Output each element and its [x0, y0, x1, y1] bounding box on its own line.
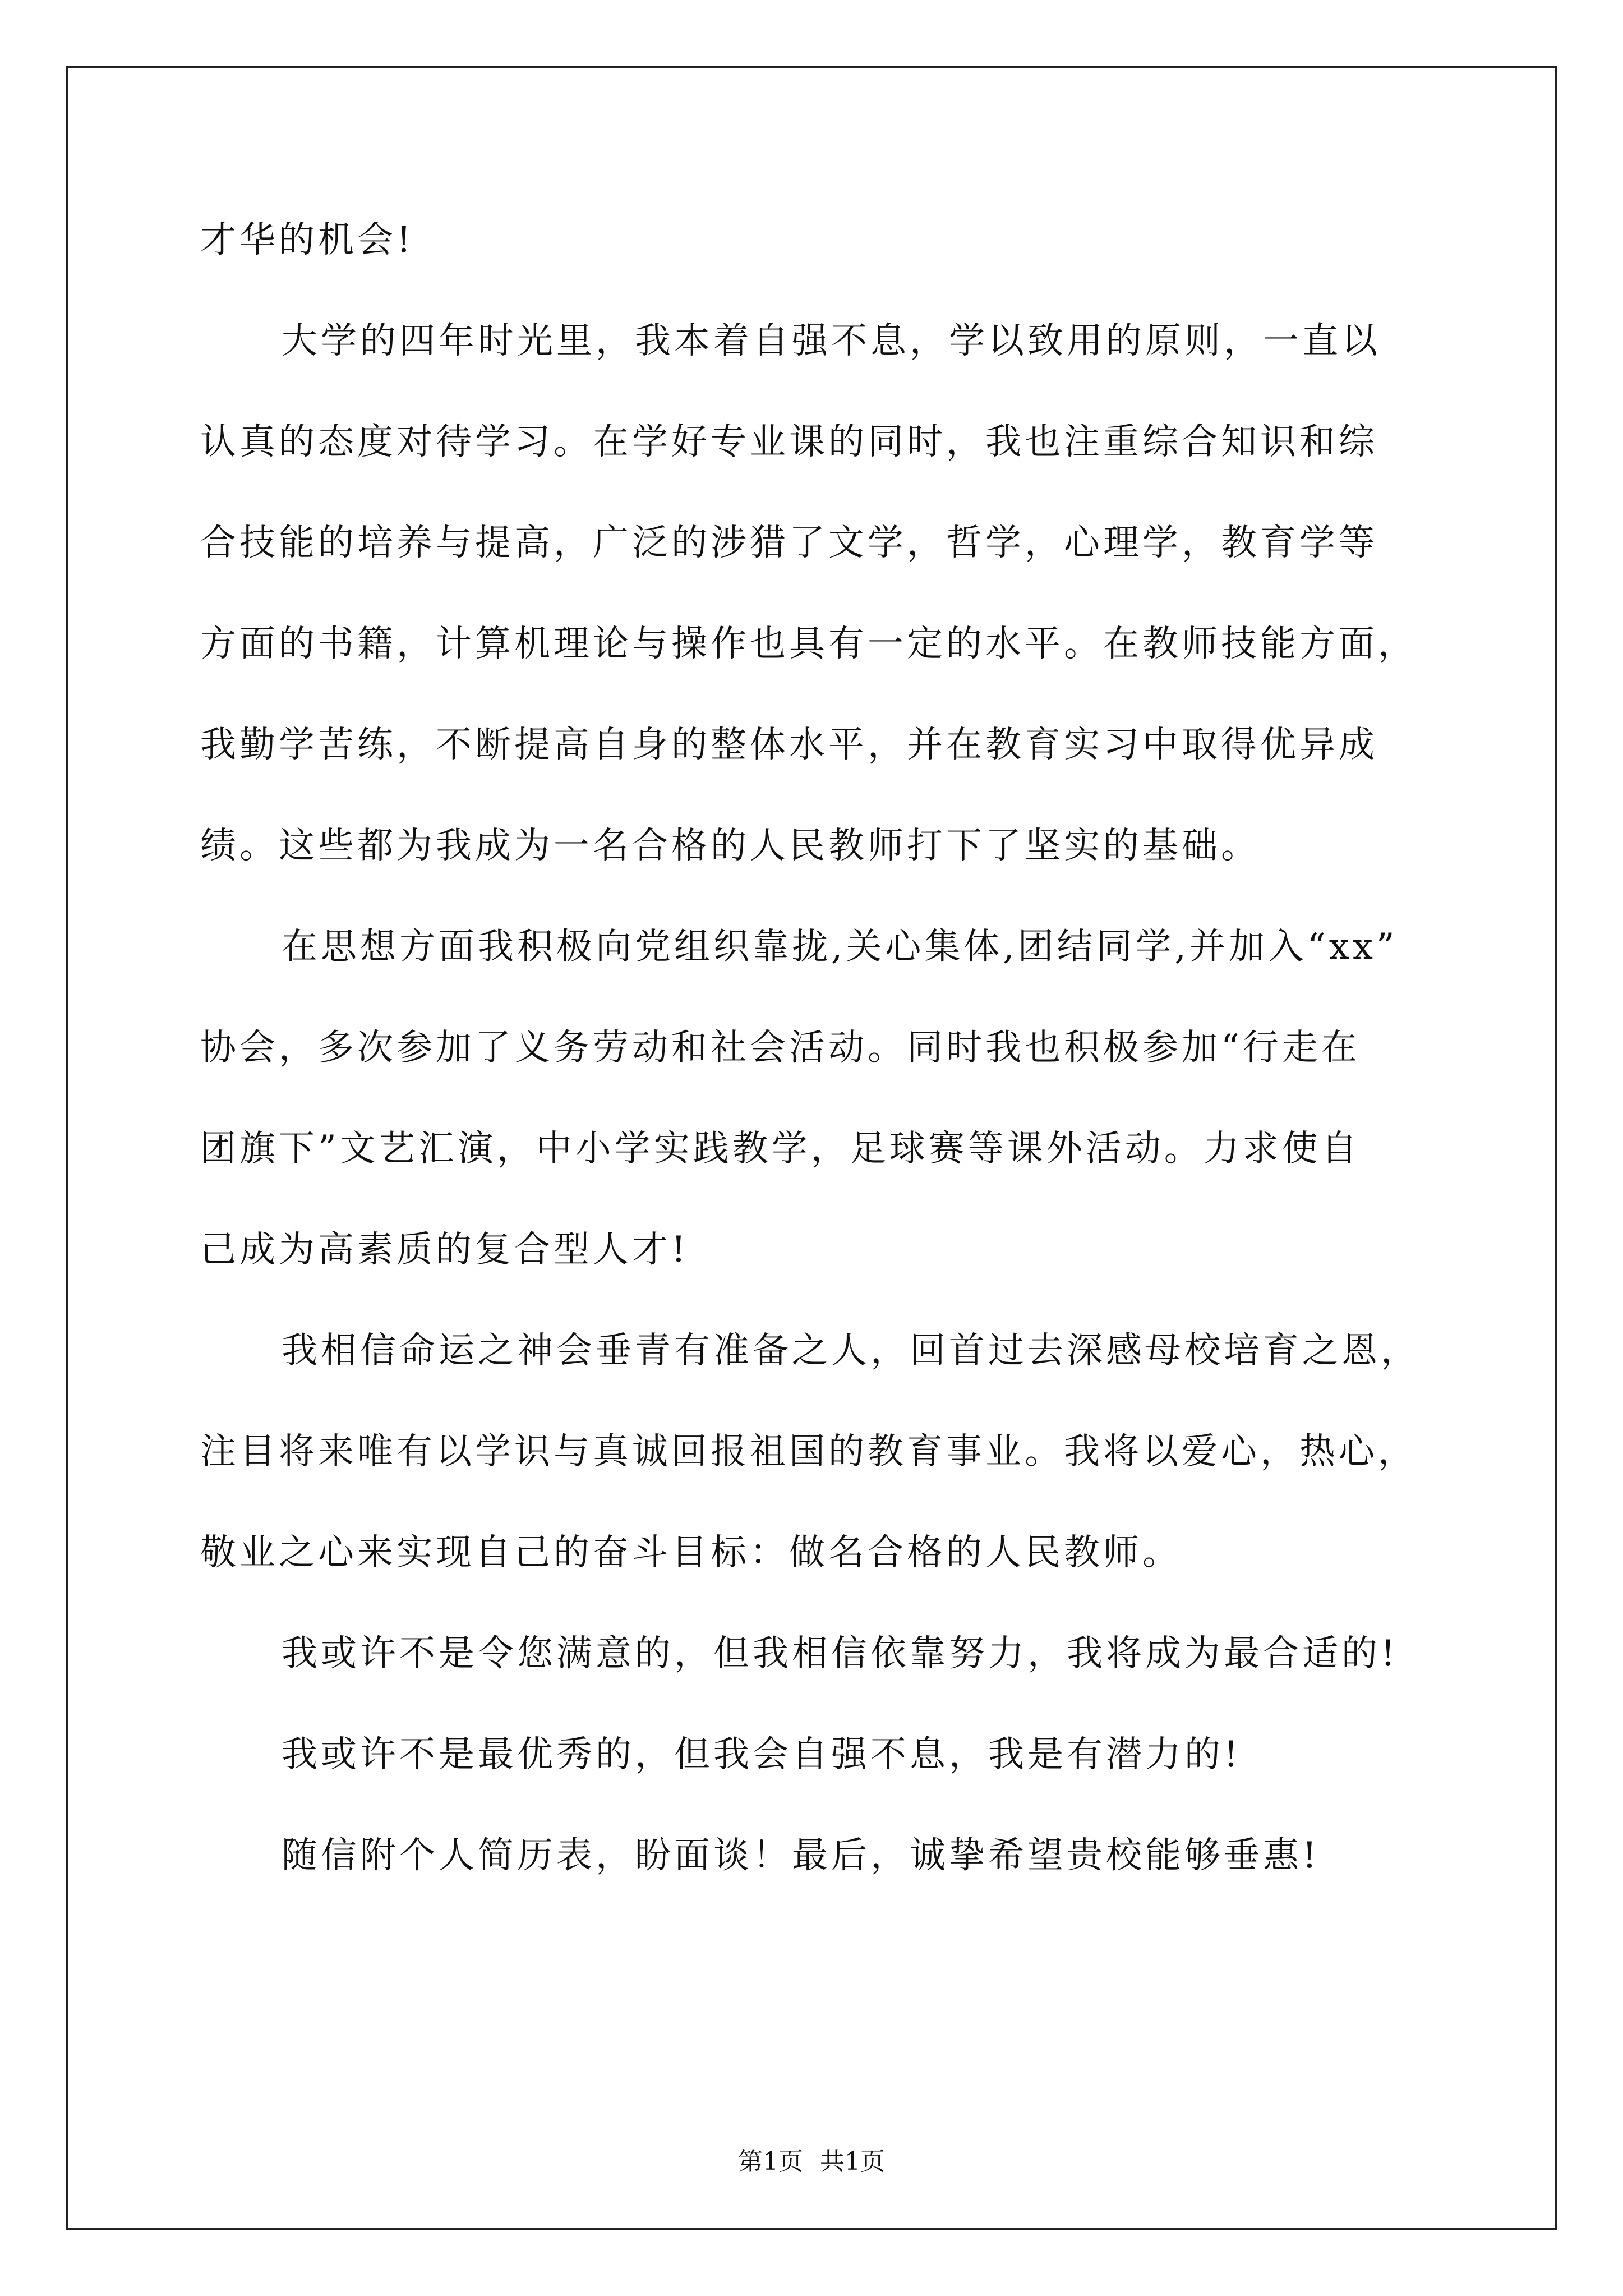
- text-line: 随信附个人简历表，盼面谈！最后，诚挚希望贵校能够垂惠!: [282, 1835, 1320, 1876]
- text-line: 己成为高素质的复合型人才!: [200, 1229, 689, 1271]
- text-line: 方面的书籍，计算机理论与操作也具有一定的水平。在教师技能方面，: [200, 623, 1417, 665]
- text-line: 大学的四年时光里，我本着自强不息，学以致用的原则，一直以: [282, 320, 1381, 362]
- page-number-current: 第1页: [738, 2147, 803, 2176]
- page-footer: [0, 2146, 1623, 2178]
- text-line: 我或许不是最优秀的，但我会自强不息，我是有潜力的!: [282, 1734, 1242, 1775]
- text-line: 合技能的培养与提高，广泛的涉猎了文学，哲学，心理学，教育学等: [200, 522, 1378, 564]
- text-line: 我或许不是令您满意的，但我相信依靠努力，我将成为最合适的!: [282, 1633, 1399, 1674]
- text-line: 团旗下”文艺汇演，中小学实践教学，足球赛等课外活动。力求使自: [200, 1128, 1361, 1170]
- text-line: 在思想方面我积极向党组织靠拢,关心集体,团结同学,并加入“xx”: [282, 926, 1398, 968]
- text-line: 注目将来唯有以学识与真诚回报祖国的教育事业。我将以爱心，热心，: [200, 1431, 1417, 1473]
- text-line: 我相信命运之神会垂青有准备之人，回首过去深感母校培育之恩，: [282, 1330, 1420, 1372]
- text-line: 协会，多次参加了义务劳动和社会活动。同时我也积极参加“行走在: [200, 1027, 1361, 1069]
- text-line: 敬业之心来实现自己的奋斗目标：做名合格的人民教师。: [200, 1532, 1182, 1573]
- text-line: 认真的态度对待学习。在学好专业课的同时，我也注重综合知识和综: [200, 421, 1378, 463]
- text-line: 我勤学苦练，不断提高自身的整体水平，并在教育实习中取得优异成: [200, 724, 1378, 766]
- text-line: 才华的机会!: [200, 219, 414, 261]
- page-number-total: 共1页: [820, 2147, 885, 2176]
- text-line: 绩。这些都为我成为一名合格的人民教师打下了坚实的基础。: [200, 825, 1260, 867]
